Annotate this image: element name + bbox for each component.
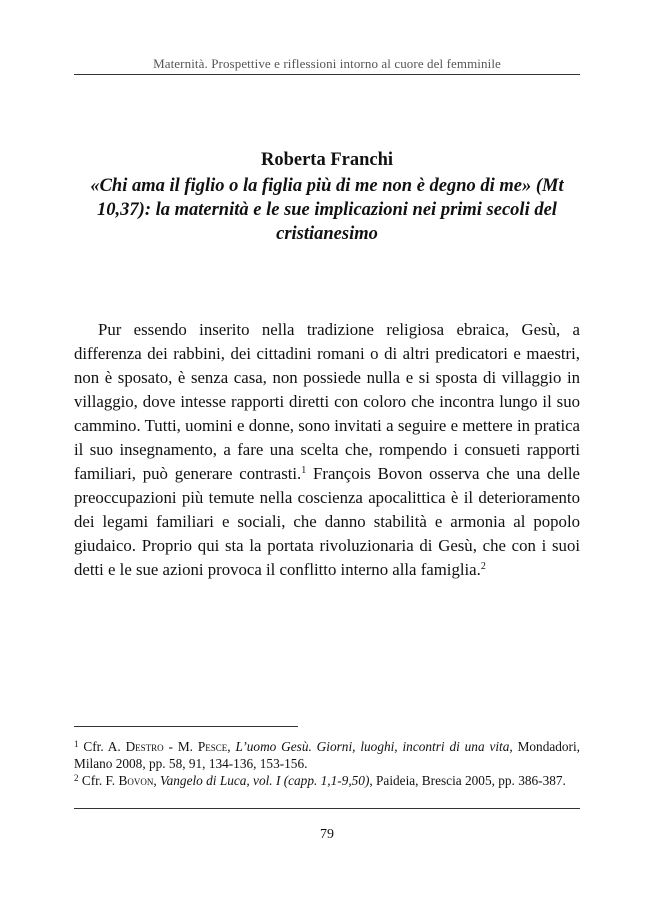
footnote-1-work-title: L’uomo Gesù. Giorni, luoghi, incontri di una vita (235, 739, 510, 754)
footnote-2-prefix: Cfr. F. (78, 773, 119, 788)
body-paragraph (74, 318, 580, 582)
footnote-2-number: 2 (74, 773, 79, 783)
footnotes (74, 738, 580, 789)
running-head: Maternità. Prospettive e riflessioni intorno al cuore del femminile (153, 56, 501, 71)
footnote-2-work-title: Vangelo di Luca, vol. I (capp. 1,1-9,50) (159, 773, 370, 788)
footer-rule (74, 808, 580, 809)
footnote-2-comma: , (153, 773, 160, 788)
footnote-1-separator: - M. (163, 739, 198, 754)
footnote-ref-1[interactable]: 1 (301, 465, 307, 476)
footnote-1 (74, 738, 580, 772)
author-name: Roberta Franchi (260, 150, 394, 170)
header-rule (74, 74, 580, 75)
footnote-1-author-pesce: Pesce (197, 739, 228, 754)
footnote-1-author-destro: Destro (125, 739, 164, 754)
footnote-separator (74, 726, 298, 727)
footnote-1-comma: , (227, 739, 236, 754)
footnote-1-publication: , Mondadori, Milano 2008, pp. 58, 91, 134-136, 153-156. (74, 739, 580, 771)
footnote-1-number: 1 (74, 739, 79, 749)
footnote-2-publication: , Paideia, Brescia 2005, pp. 386-387. (369, 773, 566, 788)
body-text-part-2: François Bovon osserva che una delle preoccupazioni più temute nella coscienza apocalittica è il deterioramento dei legami familiari e sociali, che danno stabilità e armonia al popolo giudaico. Proprio qui sta la portata rivoluzionaria di Gesù, che con i suoi detti e le sue azioni provoca il conflitto interno alla famiglia. (74, 464, 580, 579)
body-text-part-1: Pur essendo inserito nella tradizione religiosa ebraica, Gesù, a differenza dei rabbini, dei cittadini romani o di altri predicatori e maestri, non è sposato, è senza casa, non possiede nulla e si sposta di villaggio in villaggio, dove intesse rapporti diretti con coloro che incontra lungo il suo cammino. Tutti, uomini e donne, sono invitati a seguire e mettere in pratica il suo insegnamento, a fare una scelta che, rompendo i consueti rapporti familiari, può generare contrasti. (74, 320, 580, 483)
footnote-2-author-bovon: Bovon (118, 773, 154, 788)
footnote-2 (74, 772, 580, 789)
footnote-1-prefix: Cfr. A. (78, 739, 126, 754)
article-title: «Chi ama il figlio o la figlia più di me non è degno di me» (Mt 10,37): la maternità e le sue implicazioni nei primi secoli del cristianesimo (90, 176, 564, 244)
footnote-ref-2[interactable]: 2 (480, 561, 486, 572)
page-number: 79 (320, 827, 334, 842)
